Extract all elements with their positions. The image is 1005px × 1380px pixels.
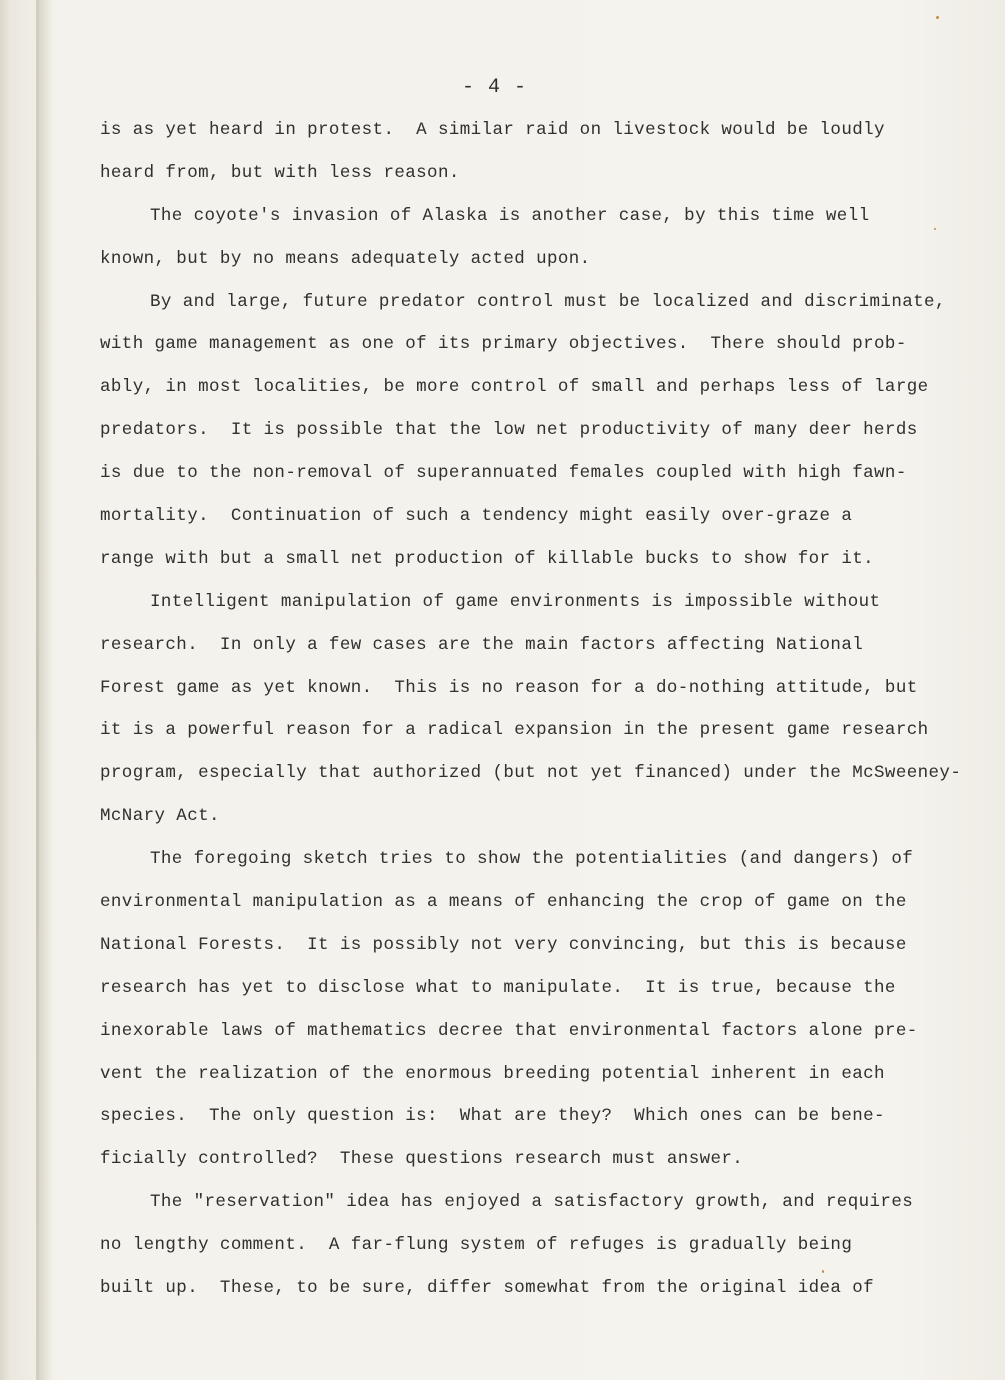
- text-line: is as yet heard in protest. A similar raid on livestock would be loudly: [100, 120, 885, 140]
- text-line: Forest game as yet known. This is no reason for a do-nothing attitude, but: [100, 677, 918, 698]
- body-text: [100, 116, 960, 1317]
- page-number: - 4 -: [461, 76, 527, 99]
- text-line: ably, in most localities, be more control of small and perhaps less of large: [100, 377, 929, 398]
- text-line: with game management as one of its primary objectives. There should prob-: [100, 334, 907, 355]
- text-line: research. In only a few cases are the main factors affecting National: [100, 634, 864, 655]
- text-line: National Forests. It is possibly not very convincing, but this is because: [100, 934, 907, 955]
- paragraph-first-line: By and large, future predator control must be localized and discriminate,: [150, 291, 946, 312]
- text-line: mortality. Continuation of such a tendency might easily over-graze a: [100, 506, 853, 527]
- paper-speck: [936, 16, 939, 19]
- text-line: species. The only question is: What are they? Which ones can be bene-: [100, 1106, 885, 1127]
- paragraph-first-line: The coyote's invasion of Alaska is another case, by this time well: [150, 205, 870, 226]
- text-line: inexorable laws of mathematics decree that environmental factors alone pre-: [100, 1020, 918, 1041]
- text-line: is due to the non-removal of superannuated females coupled with high fawn-: [100, 463, 907, 484]
- text-line: known, but by no means adequately acted upon.: [100, 248, 591, 269]
- text-line: program, especially that authorized (but not yet financed) under the McSweeney-: [100, 763, 962, 784]
- text-line: vent the realization of the enormous breeding potential inherent in each: [100, 1063, 885, 1084]
- text-line: research has yet to disclose what to manipulate. It is true, because the: [100, 977, 896, 998]
- text-line: range with but a small net production of killable bucks to show for it.: [100, 548, 875, 569]
- paragraph-first-line: Intelligent manipulation of game environments is impossible without: [150, 591, 881, 612]
- text-line: ficially controlled? These questions research must answer.: [100, 1149, 744, 1170]
- text-line: McNary Act.: [100, 806, 220, 827]
- binding-shadow: [39, 0, 53, 1380]
- text-line: no lengthy comment. A far-flung system of refuges is gradually being: [100, 1235, 853, 1256]
- paragraph-first-line: The "reservation" idea has enjoyed a satisfactory growth, and requires: [150, 1192, 914, 1213]
- text-line: predators. It is possible that the low net productivity of many deer herds: [100, 420, 918, 441]
- text-line: heard from, but with less reason.: [100, 162, 460, 183]
- text-line: it is a powerful reason for a radical expansion in the present game research: [100, 720, 929, 741]
- paragraph-first-line: The foregoing sketch tries to show the potentialities (and dangers) of: [150, 849, 914, 870]
- text-line: built up. These, to be sure, differ somewhat from the original idea of: [100, 1278, 875, 1299]
- text-line: environmental manipulation as a means of enhancing the crop of game on the: [100, 892, 907, 913]
